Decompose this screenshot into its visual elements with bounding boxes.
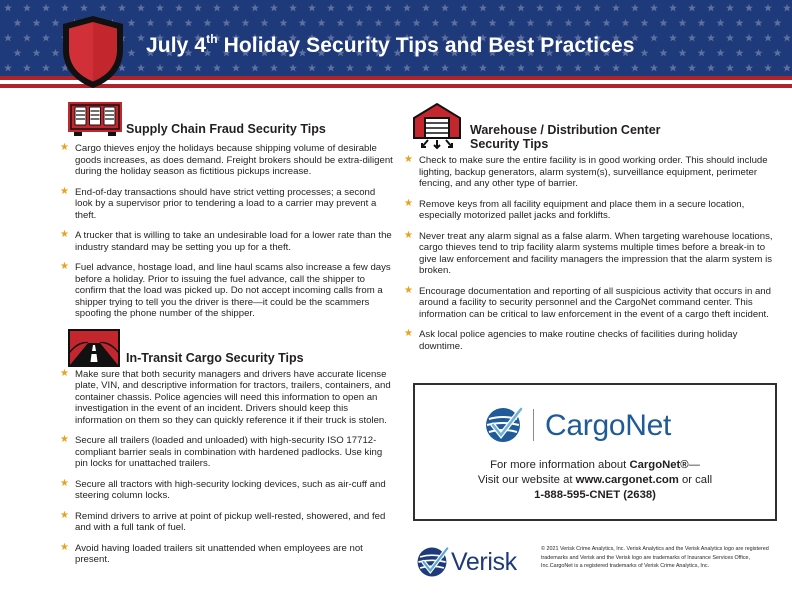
banner-star: [432, 19, 440, 27]
banner-star: [128, 49, 136, 57]
banner-star: [4, 64, 12, 72]
banner-star: [736, 49, 744, 57]
banner-star: [527, 19, 535, 27]
banner-star: [23, 64, 31, 72]
star-icon: ★: [404, 154, 413, 165]
banner-star: [631, 64, 639, 72]
section-title: [470, 123, 661, 151]
banner-star: [641, 19, 649, 27]
banner-star: [745, 4, 753, 12]
banner-star: [517, 4, 525, 12]
banner-star: [574, 64, 582, 72]
banner-star: [299, 19, 307, 27]
banner-star: [4, 34, 12, 42]
list-item: ★ Make sure that both security managers and drivers have accurate license plate, VIN, and descriptive information for tractors, trailers, containers, and container chassis. Police agencies will need this information to open an investigation in the event of an incident. Drivers should keep this information on them so they can quickly reference it if their truck is stolen.: [60, 367, 391, 426]
banner-star: [622, 19, 630, 27]
banner-star: [80, 4, 88, 12]
star-icon: ★: [60, 434, 69, 445]
banner-star: [679, 19, 687, 27]
star-icon: ★: [60, 185, 69, 197]
star-icon: ★: [404, 284, 413, 296]
section-title-line: Warehouse / Distribution Center: [470, 123, 661, 137]
banner-star: [441, 4, 449, 12]
banner-star: [593, 4, 601, 12]
star-icon: ★: [404, 328, 413, 339]
banner-star: [232, 4, 240, 12]
banner-star: [470, 19, 478, 27]
banner-star: [717, 19, 725, 27]
banner-star: [679, 49, 687, 57]
banner-star: [774, 19, 782, 27]
warehouse-header: [404, 100, 776, 152]
banner-star: [603, 19, 611, 27]
list-item: ★ Avoid having loaded trailers sit unattended when employees are not present.: [60, 541, 363, 565]
banner-star: [61, 4, 69, 12]
banner-star: [280, 19, 288, 27]
star-icon: ★: [404, 197, 413, 209]
legal-text: © 2021 Verisk Crime Analytics, Inc. Verisk Analytics and the Verisk Analytics logo are registered trademarks and Verisk and the Verisk logo are trademarks of Insurance Services Office, Inc.CargoNet is a registered trademarks of Verisk Crime Analytics, Inc.: [541, 546, 769, 570]
banner-star: [451, 19, 459, 27]
banner-star: [641, 49, 649, 57]
banner-star: [479, 64, 487, 72]
banner-star: [232, 64, 240, 72]
banner-star: [384, 64, 392, 72]
list-item: ★ Cargo thieves enjoy the holidays because shipping volume of desirable goods increases, as does demand. Freight brokers should be extra-diligent during the holiday season as fictitious pickups increase.: [60, 142, 393, 177]
banner-star: [194, 4, 202, 12]
star-icon: ★: [60, 509, 69, 521]
banner-star: [346, 64, 354, 72]
page-title: July 4th Holiday Security Tips and Best Practices: [146, 32, 635, 57]
banner-star: [764, 34, 772, 42]
verisk-wordmark: Verisk: [451, 548, 517, 576]
banner-star: [375, 19, 383, 27]
banner-star: [726, 64, 734, 72]
banner-star: [707, 4, 715, 12]
banner-star: [698, 19, 706, 27]
supply-chain-tips: [60, 143, 395, 320]
banner-star: [52, 19, 60, 27]
banner-star: [783, 34, 791, 42]
banner-star: [33, 19, 41, 27]
logo-divider: [533, 409, 534, 441]
banner-star: [33, 49, 41, 57]
banner-star: [356, 19, 364, 27]
banner-star: [650, 34, 658, 42]
banner-star: [688, 4, 696, 12]
banner-star: [536, 64, 544, 72]
banner-star: [270, 64, 278, 72]
banner-star: [698, 49, 706, 57]
banner-star: [536, 4, 544, 12]
banner-star: [555, 4, 563, 12]
list-item: ★ A trucker that is willing to take an undesirable load for a lower rate than the industry standard may be setting you up for a theft.: [60, 229, 392, 253]
banner-star: [460, 4, 468, 12]
warehouse-tips: [404, 155, 776, 352]
truck-trailer-icon: [68, 100, 122, 136]
verisk-logo: [415, 545, 545, 581]
banner-star: [403, 64, 411, 72]
banner-star: [631, 4, 639, 12]
banner-star: [574, 4, 582, 12]
banner-star: [517, 64, 525, 72]
banner-star: [707, 34, 715, 42]
banner-star: [175, 64, 183, 72]
banner-star: [14, 19, 22, 27]
banner-star: [42, 64, 50, 72]
banner-star: [688, 64, 696, 72]
banner-star: [185, 19, 193, 27]
star-icon: ★: [60, 367, 69, 379]
banner-star: [669, 64, 677, 72]
cargonet-logo: [477, 405, 717, 445]
verisk-check-globe-icon: [415, 545, 449, 579]
shield-icon: [60, 14, 126, 90]
list-item: ★ Check to make sure the entire facility is in good working order. This should include lighting, backup generators, alarm system(s), surveillance equipment, perimeter fencing, and any other type of barrier.: [404, 154, 768, 189]
banner-star: [565, 19, 573, 27]
banner-star: [251, 4, 259, 12]
list-item: ★ Encourage documentation and reporting of all suspicious activity that occurs in and around a facility to security personnel and the CargoNet command center. This information can be critical to law enforcement in the event of a cargo theft incident.: [404, 284, 771, 320]
list-item: ★ Never treat any alarm signal as a false alarm. When targeting warehouse locations, cargo thieves tend to trip facility alarm systems multiple times before a break-in to give law enforcement and facility managers the impression that the alarm system is broken.: [404, 229, 773, 276]
banner-star: [413, 19, 421, 27]
cargonet-info-box: [413, 383, 777, 521]
banner-star: [745, 34, 753, 42]
banner-star: [365, 4, 373, 12]
star-icon: ★: [404, 229, 413, 241]
banner-star: [660, 49, 668, 57]
banner-star: [346, 4, 354, 12]
list-item: ★ Remind drivers to arrive at point of pickup well-rested, showered, and fed and with a full tank of fuel.: [60, 509, 386, 533]
banner-star: [422, 4, 430, 12]
banner-star: [764, 4, 772, 12]
banner-star: [584, 19, 592, 27]
banner-star: [593, 64, 601, 72]
section-title-line: Security Tips: [470, 137, 549, 151]
banner-star: [755, 19, 763, 27]
info-line: For more information about CargoNet®—: [490, 459, 700, 471]
list-item: ★ Secure all tractors with high-security locking devices, such as air-cuff and steering column locks.: [60, 477, 386, 501]
banner-star: [204, 19, 212, 27]
banner-star: [223, 19, 231, 27]
banner-star: [403, 4, 411, 12]
banner-star: [308, 4, 316, 12]
banner-star: [261, 19, 269, 27]
banner-star: [118, 4, 126, 12]
banner-star: [137, 34, 145, 42]
banner-star: [99, 4, 107, 12]
banner-star: [137, 64, 145, 72]
section-title: Supply Chain Fraud Security Tips: [126, 122, 326, 136]
list-item: ★ Ask local police agencies to make routine checks of facilities during holiday downtime.: [404, 328, 738, 352]
banner-star: [327, 64, 335, 72]
banner-star: [745, 64, 753, 72]
banner-star: [669, 34, 677, 42]
banner-star: [213, 4, 221, 12]
banner-star: [128, 19, 136, 27]
banner-star: [251, 64, 259, 72]
banner-star: [156, 64, 164, 72]
banner-star: [242, 19, 250, 27]
in-transit-tips: [60, 369, 395, 566]
road-icon: [68, 329, 120, 367]
banner-star: [441, 64, 449, 72]
cargonet-check-globe-icon: [483, 405, 523, 445]
star-icon: ★: [60, 261, 69, 272]
banner-star: [308, 64, 316, 72]
banner-star: [166, 19, 174, 27]
list-item: ★ End-of-day transactions should have strict vetting processes; a second look by a supervisor prior to tendering a load to a carrier may prevent a theft.: [60, 185, 377, 221]
phone-number[interactable]: 1-888-595-CNET (2638): [534, 489, 656, 501]
banner-star: [783, 64, 791, 72]
banner-star: [726, 4, 734, 12]
banner-star: [23, 34, 31, 42]
right-column: [404, 100, 776, 361]
banner-star: [612, 64, 620, 72]
list-item: ★ Remove keys from all facility equipment and place them in a secure location, especially motorized pallet jacks and forklifts.: [404, 197, 745, 221]
banner-star: [650, 64, 658, 72]
banner-star: [555, 64, 563, 72]
banner-star: [289, 4, 297, 12]
warehouse-icon: [412, 100, 462, 150]
left-column: [60, 100, 395, 575]
banner-star: [650, 4, 658, 12]
banner-star: [156, 4, 164, 12]
banner-star: [213, 64, 221, 72]
banner-star: [337, 19, 345, 27]
banner-star: [394, 19, 402, 27]
banner-star: [546, 19, 554, 27]
banner-star: [52, 49, 60, 57]
banner-star: [498, 4, 506, 12]
banner-star: [726, 34, 734, 42]
banner-star: [4, 4, 12, 12]
star-icon: ★: [60, 541, 69, 553]
banner-star: [175, 4, 183, 12]
banner-star: [318, 19, 326, 27]
banner-star: [688, 34, 696, 42]
banner-star: [660, 19, 668, 27]
in-transit-header: [60, 329, 395, 369]
banner-star: [460, 64, 468, 72]
banner-star: [479, 4, 487, 12]
banner-star: [42, 34, 50, 42]
banner-star: [498, 64, 506, 72]
banner-star: [736, 19, 744, 27]
info-line: Visit our website at www.cargonet.com or call: [477, 474, 713, 486]
banner-star: [327, 4, 335, 12]
banner-star: [365, 64, 373, 72]
banner-star: [270, 4, 278, 12]
banner-star: [755, 49, 763, 57]
banner-star: [23, 4, 31, 12]
banner-star: [783, 4, 791, 12]
banner-star: [384, 4, 392, 12]
list-item: ★ Fuel advance, hostage load, and line haul scams also increase a few days before a holiday. Prior to issuing the fuel advance, call the shipper to confirm that the load was picked up. Do not accept incoming calls from a shipper trying to tell you the driver is there—it could be the scammers spoofing the phone number of the shipper.: [60, 261, 391, 319]
star-icon: ★: [60, 142, 69, 153]
website-link[interactable]: www.cargonet.com: [575, 474, 679, 486]
supply-chain-header: [60, 100, 395, 140]
banner-star: [508, 19, 516, 27]
banner-star: [707, 64, 715, 72]
banner-star: [137, 4, 145, 12]
star-icon: ★: [60, 477, 69, 489]
banner-star: [42, 4, 50, 12]
banner-star: [764, 64, 772, 72]
cargonet-contact-text: [415, 458, 775, 503]
cargonet-wordmark: CargoNet: [545, 409, 671, 442]
banner-star: [669, 4, 677, 12]
banner-star: [14, 49, 22, 57]
banner-star: [422, 64, 430, 72]
banner-star: [147, 19, 155, 27]
list-item: ★ Secure all trailers (loaded and unloaded) with high-security ISO 17712-compliant barrier seals in combination with hardened padlocks. Use king pin locks for unattached trailers.: [60, 434, 383, 469]
banner-star: [289, 64, 297, 72]
banner-star: [612, 4, 620, 12]
banner-star: [194, 64, 202, 72]
banner-star: [489, 19, 497, 27]
banner-star: [774, 49, 782, 57]
banner-star: [717, 49, 725, 57]
section-title: In-Transit Cargo Security Tips: [126, 350, 304, 365]
star-icon: ★: [60, 229, 69, 240]
